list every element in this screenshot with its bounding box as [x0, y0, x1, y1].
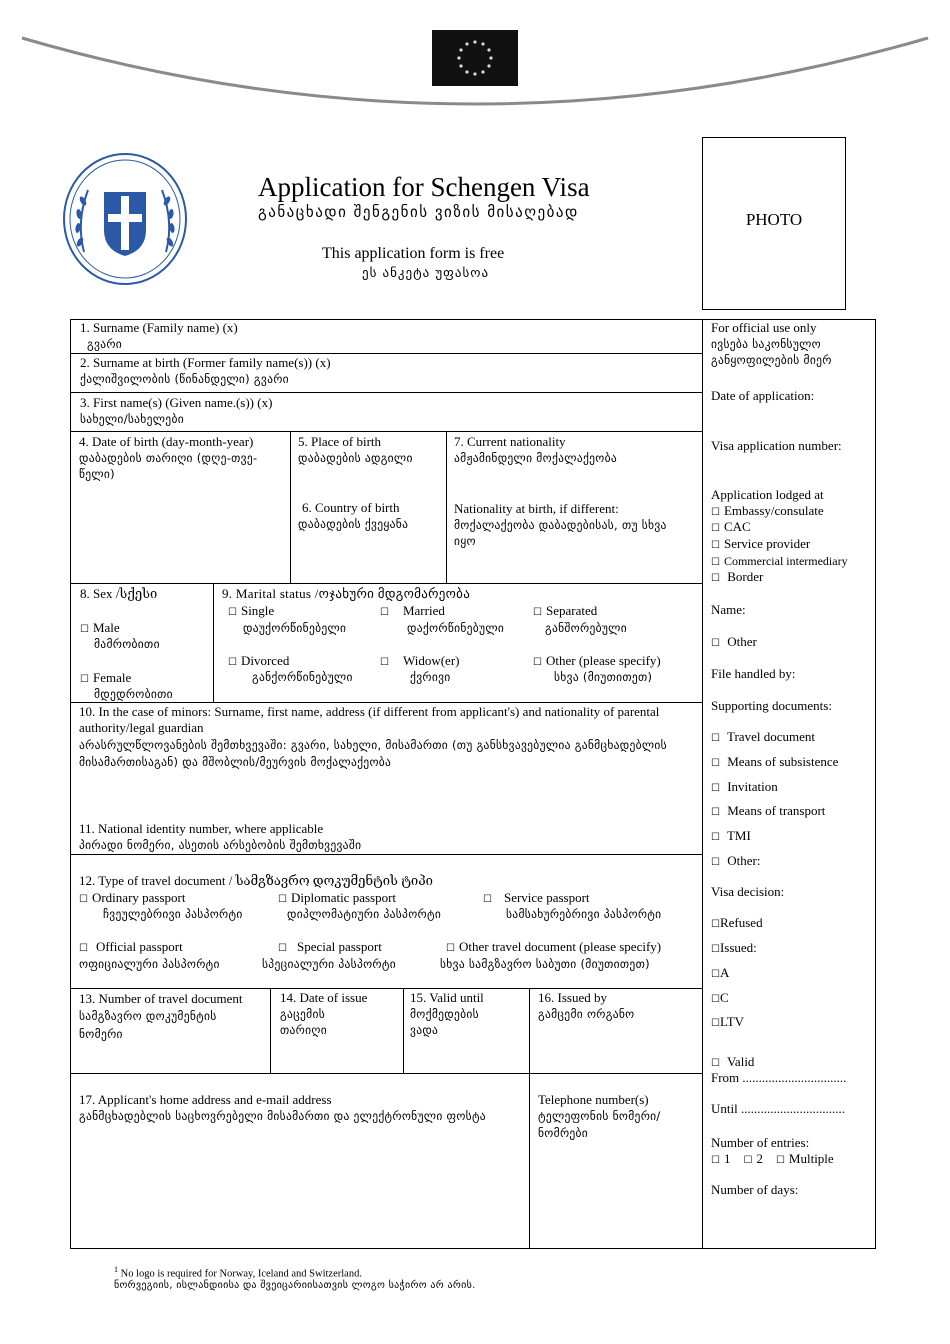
sex-label: 8. Sex /სქესი [80, 586, 158, 601]
official-label-ka: ოფიციალური პასპორტი [79, 957, 220, 971]
service-label-ka: სამსახურებრივი პასპორტი [506, 907, 662, 921]
official-header: For official use only [711, 320, 817, 335]
widow-label: Widow(er) [402, 653, 460, 668]
single-label-ka: დაუქორწინებელი [243, 621, 347, 635]
support-travel-document[interactable]: ☐ Travel document [711, 729, 815, 744]
file-handled-label: File handled by: [711, 666, 796, 681]
lodged-service-provider[interactable]: ☐ Service provider [711, 536, 811, 551]
eu-flag [432, 30, 518, 86]
diplomatic-label-ka: დიპლომატიური პასპორტი [287, 907, 442, 921]
decision-ltv[interactable]: ☐LTV [711, 1014, 745, 1029]
female-label: Female [92, 670, 132, 685]
date-of-issue-label: 14. Date of issue [280, 990, 368, 1005]
separated-label: Separated [545, 603, 598, 618]
decision-c[interactable]: ☐C [711, 990, 729, 1005]
lodged-commercial[interactable]: ☐ Commercial intermediary [711, 554, 848, 568]
divorced-label: Divorced [240, 653, 290, 668]
greek-coat-of-arms-icon [62, 152, 188, 286]
free-note: This application form is free [322, 245, 505, 262]
visa-decision-label: Visa decision: [711, 884, 785, 899]
travel-doc-number-label: 13. Number of travel document სამგზავრო დოკუმენტის ნომერი [79, 991, 243, 1041]
male-label-ka: მამრობითი [94, 637, 160, 651]
separated-checkbox[interactable]: ☐ [533, 607, 542, 618]
number-of-days-label: Number of days: [711, 1182, 799, 1197]
date-of-birth-label: 4. Date of birth (day-month-year) [79, 434, 254, 449]
official-column-divider [702, 319, 703, 1249]
telephone-label: Telephone number(s) [538, 1092, 649, 1107]
telephone-label-ka: ტელეფონის ნომერი/ნომრები [538, 1109, 661, 1140]
married-label-ka: დაქორწინებული [407, 621, 505, 635]
lodged-border[interactable]: ☐ Border [711, 569, 764, 584]
ordinary-checkbox[interactable]: ☐ [79, 894, 88, 905]
widow-label-ka: ქვრივი [410, 670, 451, 684]
lodged-at-label: Application lodged at [711, 487, 824, 502]
official-checkbox[interactable]: ☐ [79, 943, 88, 954]
service-label: Service passport [503, 890, 590, 905]
ordinary-label: Ordinary passport [91, 890, 186, 905]
diplomatic-checkbox[interactable]: ☐ [278, 894, 287, 905]
minor-guardian-label: 10. In the case of minors: Surname, first name, address (if different from applicant's) and nationality of parental authority/legal guardian [79, 704, 660, 735]
national-id-label: 11. National identity number, where applicable [79, 821, 324, 836]
valid-until-label-ka: მოქმედების ვადა [410, 1007, 479, 1037]
date-of-birth-label-ka: დაბადების თარიღი (დღე-თვე-წელი) [79, 451, 258, 481]
footnote-en: $^1$ No logo is required for Norway, Iceland and Switzerland. [114, 1265, 362, 1280]
official-label: Official passport [95, 939, 183, 954]
free-note-ka: ეს ანკეტა უფასოა [362, 266, 490, 281]
country-of-birth-label-ka: დაბადების ქვეყანა [298, 517, 409, 531]
other-option[interactable]: ☐ Other [711, 634, 757, 649]
diplomatic-label: Diplomatic passport [290, 890, 397, 905]
support-transport[interactable]: ☐ Means of transport [711, 803, 826, 818]
female-label-ka: მდედრობითი [94, 687, 173, 701]
footnote-ka: ნორვეგიის, ისლანდიისა და შვეიცარიისათვის ლოგო საჭირო არ არის. [114, 1280, 476, 1291]
surname-at-birth-label-ka: ქალიშვილობის (წინანდელი) გვარი [80, 372, 289, 386]
visa-application-number-label: Visa application number: [711, 438, 842, 453]
support-tmi[interactable]: ☐ TMI [711, 828, 751, 843]
home-address-label: 17. Applicant's home address and e-mail address [79, 1092, 332, 1107]
marital-status-label: 9. Marital status /ოჯახური მდგომარეობა [222, 586, 471, 601]
issued-by-label-ka: გამცემი ორგანო [538, 1007, 635, 1021]
single-label: Single [240, 603, 275, 618]
divorced-label-ka: განქორწინებული [252, 670, 353, 684]
special-label-ka: სპეციალური პასპორტი [262, 957, 396, 971]
surname-label: 1. Surname (Family name) (x) [80, 320, 238, 335]
divorced-checkbox[interactable]: ☐ [228, 657, 237, 668]
surname-at-birth-label: 2. Surname at birth (Former family name(s)) (x) [80, 355, 331, 370]
support-subsistence[interactable]: ☐ Means of subsistence [711, 754, 839, 769]
surname-label-ka: გვარი [87, 337, 123, 351]
date-of-application-label: Date of application: [711, 388, 815, 403]
travel-doc-type-label: 12. Type of travel document / სამგზავრო დოკუმენტის ტიპი [79, 873, 433, 888]
service-checkbox[interactable]: ☐ [483, 894, 492, 905]
married-checkbox[interactable]: ☐ [380, 607, 389, 618]
first-name-label-ka: სახელი/სახელები [80, 412, 184, 426]
photo-label: PHOTO [745, 210, 803, 229]
home-address-label-ka: განმცხადებლის საცხოვრებელი მისამართი და ელექტრონული ფოსტა [79, 1109, 486, 1123]
photo-box[interactable] [702, 137, 846, 310]
country-of-birth-label: 6. Country of birth [302, 500, 400, 515]
other-doc-checkbox[interactable]: ☐ [446, 943, 455, 954]
other-marital-checkbox[interactable]: ☐ [533, 657, 542, 668]
national-id-label-ka: პირადი ნომერი, ასეთის არსებობის შემთხვევაში [79, 838, 362, 852]
issued-by-label: 16. Issued by [538, 990, 607, 1005]
nationality-at-birth-label-ka: მოქალაქეობა დაბადებისას, თუ სხვა იყო [454, 518, 667, 548]
name-label: Name: [711, 602, 746, 617]
lodged-cac[interactable]: ☐ CAC [711, 519, 751, 534]
place-of-birth-label-ka: დაბადების ადგილი [298, 451, 413, 465]
decision-a[interactable]: ☐A [711, 965, 730, 980]
widow-checkbox[interactable]: ☐ [380, 657, 389, 668]
supporting-docs-label: Supporting documents: [711, 698, 832, 713]
date-of-issue-label-ka: გაცემის თარიღი [280, 1007, 327, 1037]
official-header-ka: ივსება საკონსულო განყოფილების მიერ [711, 337, 832, 367]
form-title: Application for Schengen Visa [258, 172, 590, 202]
other-marital-label-ka: სხვა (მიუთითეთ) [554, 670, 653, 684]
special-label: Special passport [296, 939, 382, 954]
ordinary-label-ka: ჩვეულებრივი პასპორტი [103, 907, 243, 921]
support-invitation[interactable]: ☐ Invitation [711, 779, 778, 794]
other-marital-label: Other (please specify) [545, 653, 661, 668]
decision-issued[interactable]: ☐Issued: [711, 940, 757, 955]
female-checkbox[interactable]: ☐ [80, 674, 89, 685]
other-doc-label: Other travel document (please specify) [458, 939, 662, 954]
support-other[interactable]: ☐ Other: [711, 853, 761, 868]
valid-until-official[interactable]: Until ................................ [711, 1101, 845, 1116]
other-doc-label-ka: სხვა სამგზავრო საბუთი (მიუთითეთ) [440, 957, 650, 971]
first-name-label: 3. First name(s) (Given name.(s)) (x) [80, 395, 273, 410]
place-of-birth-label: 5. Place of birth [298, 434, 382, 449]
valid-until-label: 15. Valid until [410, 990, 484, 1005]
nationality-at-birth-label: Nationality at birth, if different: [454, 501, 619, 516]
male-checkbox[interactable]: ☐ [80, 624, 89, 635]
entries-options[interactable]: ☐ 1 ☐ 2 ☐ Multiple [711, 1151, 834, 1166]
decision-refused[interactable]: ☐Refused [711, 915, 763, 930]
form-title-ka: განაცხადი შენგენის ვიზის მისაღებად [258, 203, 579, 221]
single-checkbox[interactable]: ☐ [228, 607, 237, 618]
lodged-embassy[interactable]: ☐ Embassy/consulate [711, 503, 824, 518]
minor-guardian-label-ka: არასრულწლოვანების შემთხვევაში: გვარი, სახელი, მისამართი (თუ განსხვავებულია განმცხადებლის მისამართისაგან) და მშობლის/მეურვის მოქალაქეობა [79, 738, 667, 769]
current-nationality-label: 7. Current nationality [454, 434, 566, 449]
valid-from[interactable]: From ................................ [711, 1070, 847, 1085]
male-label: Male [92, 620, 120, 635]
special-checkbox[interactable]: ☐ [278, 943, 287, 954]
eu-stars-icon [432, 30, 518, 86]
current-nationality-label-ka: ამჟამინდელი მოქალაქეობა [454, 451, 618, 465]
married-label: Married [402, 603, 445, 618]
entries-label: Number of entries: [711, 1135, 810, 1150]
separated-label-ka: განშორებული [545, 621, 627, 635]
decision-valid[interactable]: ☐ Valid [711, 1054, 755, 1069]
